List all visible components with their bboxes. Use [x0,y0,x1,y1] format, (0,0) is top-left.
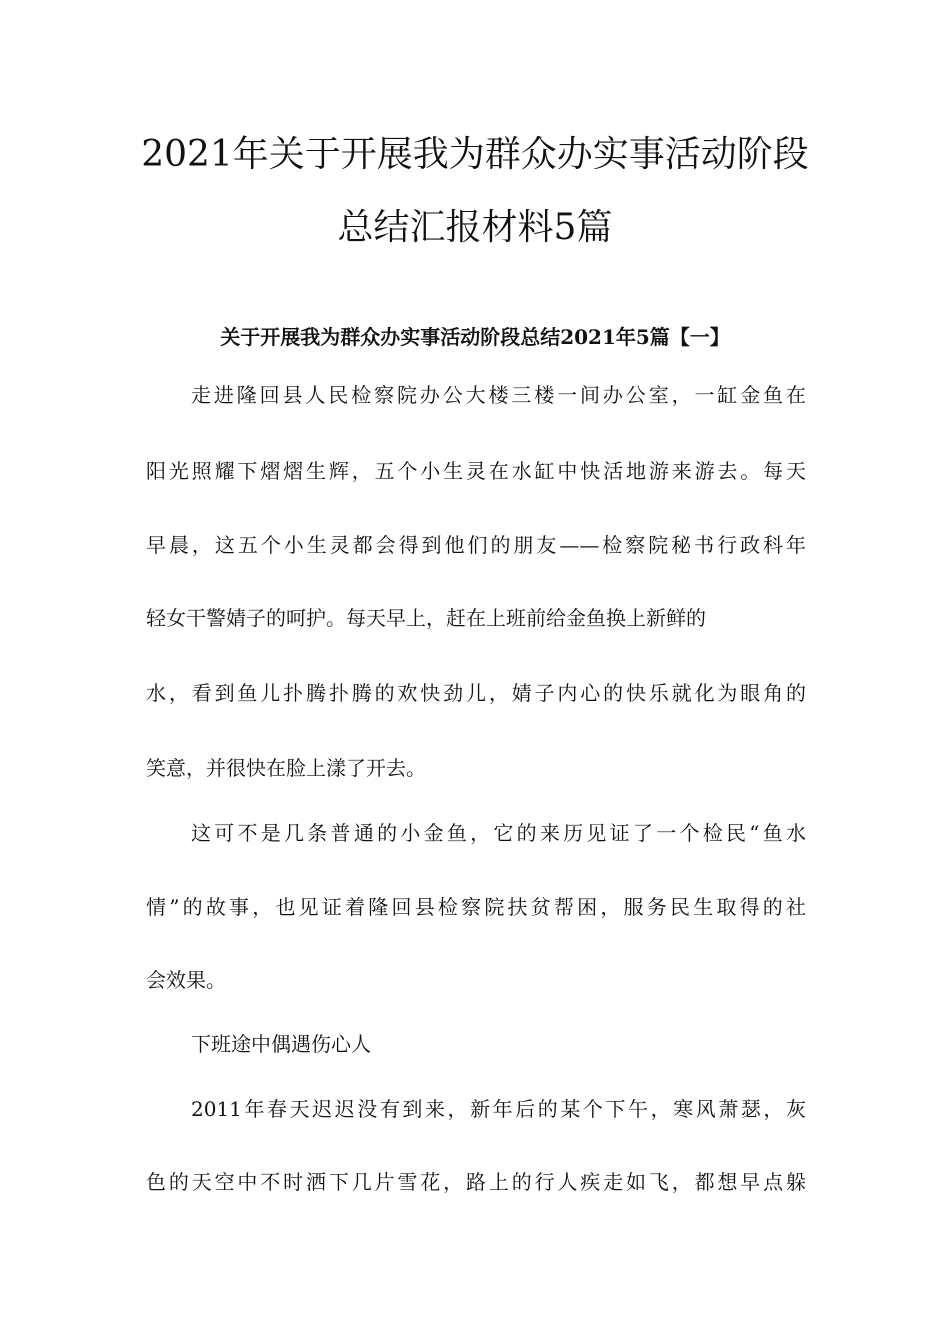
subheading: 下班途中偶遇伤心人 [191,1032,371,1056]
section-heading: 关于开展我为群众办实事活动阶段总结2021年5篇【一】 [220,325,730,349]
document-title-line-1: 2021年关于开展我为群众办实事活动阶段 [141,134,809,175]
paragraph-2-line-2: 情”的故事，也见证着隆回县检察院扶贫帮困，服务民生取得的社 [146,895,806,919]
paragraph-1-line-3: 早晨，这五个小生灵都会得到他们的朋友——检察院秘书行政科年 [146,533,806,557]
document-title-line-2: 总结汇报材料5篇 [337,207,613,248]
paragraph-1-line-1: 走进隆回县人民检察院办公大楼三楼一间办公室，一缸金鱼在 [191,383,806,407]
paragraph-2-line-3: 会效果。 [146,968,226,992]
paragraph-1-line-5: 水，看到鱼儿扑腾扑腾的欢快劲儿，婧子内心的快乐就化为眼角的 [146,681,806,705]
paragraph-2-line-1: 这可不是几条普通的小金鱼，它的来历见证了一个检民“鱼水 [191,821,806,845]
paragraph-3-line-1: 2011年春天迟迟没有到来，新年后的某个下午，寒风萧瑟，灰 [191,1097,806,1121]
paragraph-1-line-4: 轻女干警婧子的呵护。每天早上，赶在上班前给金鱼换上新鲜的 [146,606,706,630]
paragraph-1-line-2: 阳光照耀下熠熠生辉，五个小生灵在水缸中快活地游来游去。每天 [146,459,806,483]
paragraph-3-line-2: 色的天空中不时洒下几片雪花，路上的行人疾走如飞，都想早点躲 [146,1170,806,1194]
paragraph-1-line-6: 笑意，并很快在脸上漾了开去。 [146,756,426,780]
